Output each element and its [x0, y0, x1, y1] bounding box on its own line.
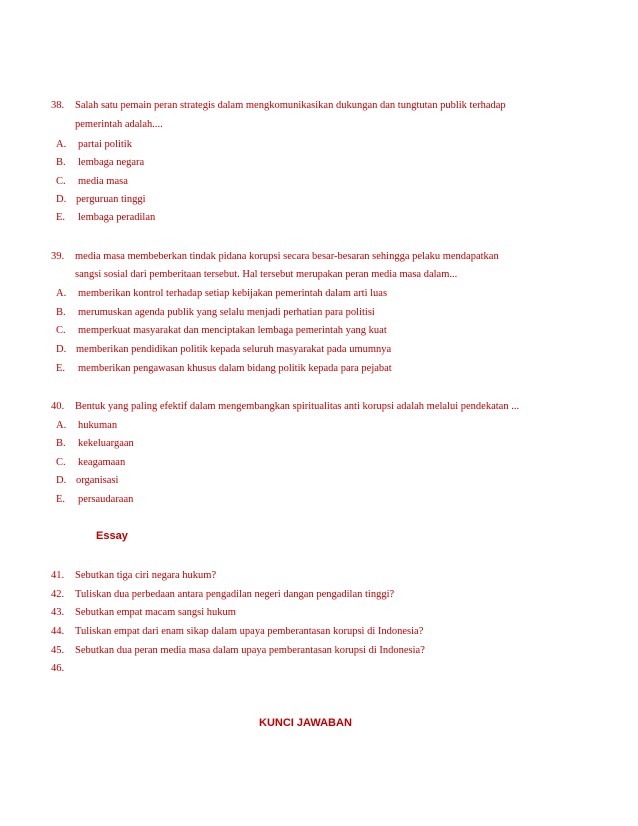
essay-number: 44.	[51, 626, 65, 637]
answer-key-heading: KUNCI JAWABAN	[259, 717, 352, 729]
option-text: persaudaraan	[78, 494, 134, 505]
question-text-line-1: media masa membeberkan tindak pidana korupsi secara besar-besaran sehingga pelaku mendapatkan	[75, 251, 499, 262]
option-text: organisasi	[76, 475, 119, 486]
option-text: memberikan pendidikan politik kepada seluruh masyarakat pada umumnya	[76, 344, 392, 355]
essay-number: 43.	[51, 607, 65, 618]
option-text: partai politik	[78, 139, 132, 150]
option-letter: A.	[56, 288, 67, 299]
option-letter: A.	[56, 139, 67, 150]
question-text-line-2: pemerintah adalah....	[75, 119, 163, 130]
option-text: memberikan pengawasan khusus dalam bidang politik kepada para pejabat	[78, 363, 392, 374]
essay-heading: Essay	[96, 530, 128, 542]
essay-text: Tuliskan empat dari enam sikap dalam upaya pemberantasan korupsi di Indonesia?	[75, 626, 424, 637]
question-number: 40.	[51, 401, 65, 412]
option-letter: E.	[56, 494, 66, 505]
option-text: kekeluargaan	[78, 438, 134, 449]
option-text: lembaga peradilan	[78, 212, 156, 223]
option-text: keagamaan	[78, 457, 126, 468]
question-text-line-1: Salah satu pemain peran strategis dalam mengkomunikasikan dukungan dan tungtutan publik terhadap	[75, 100, 506, 111]
option-letter: B.	[56, 307, 66, 318]
essay-text: Sebutkan dua peran media masa dalam upaya pemberantasan korupsi di Indonesia?	[75, 645, 425, 656]
question-text-line-1: Bentuk yang paling efektif dalam mengembangkan spiritualitas anti korupsi adalah melalui pendekatan ...	[75, 401, 520, 412]
option-letter: C.	[56, 457, 66, 468]
essay-number: 46.	[51, 663, 65, 674]
essay-text: Sebutkan tiga ciri negara hukum?	[75, 570, 217, 581]
option-letter: B.	[56, 438, 66, 449]
option-text: memperkuat masyarakat dan menciptakan lembaga pemerintah yang kuat	[78, 325, 387, 336]
option-letter: E.	[56, 363, 66, 374]
essay-text: Tuliskan dua perbedaan antara pengadilan negeri dangan pengadilan tinggi?	[75, 589, 395, 600]
option-letter: D.	[56, 475, 67, 486]
question-text-line-2: sangsi sosial dari pemberitaan tersebut. Hal tersebut merupakan peran media masa dalam...	[75, 269, 458, 280]
option-text: perguruan tinggi	[76, 194, 146, 205]
essay-number: 42.	[51, 589, 65, 600]
option-text: media masa	[78, 176, 128, 187]
option-letter: C.	[56, 176, 66, 187]
essay-text: Sebutkan empat macam sangsi hukum	[75, 607, 236, 618]
option-letter: A.	[56, 420, 67, 431]
option-letter: C.	[56, 325, 66, 336]
question-number: 39.	[51, 251, 65, 262]
question-number: 38.	[51, 100, 65, 111]
essay-number: 41.	[51, 570, 65, 581]
option-text: memberikan kontrol terhadap setiap kebijakan pemerintah dalam arti luas	[78, 288, 388, 299]
option-text: merumuskan agenda publik yang selalu menjadi perhatian para politisi	[78, 307, 375, 318]
option-letter: D.	[56, 194, 67, 205]
option-letter: B.	[56, 157, 66, 168]
essay-number: 45.	[51, 645, 65, 656]
option-letter: E.	[56, 212, 66, 223]
option-text: hukuman	[78, 420, 118, 431]
option-letter: D.	[56, 344, 67, 355]
option-text: lembaga negara	[78, 157, 145, 168]
